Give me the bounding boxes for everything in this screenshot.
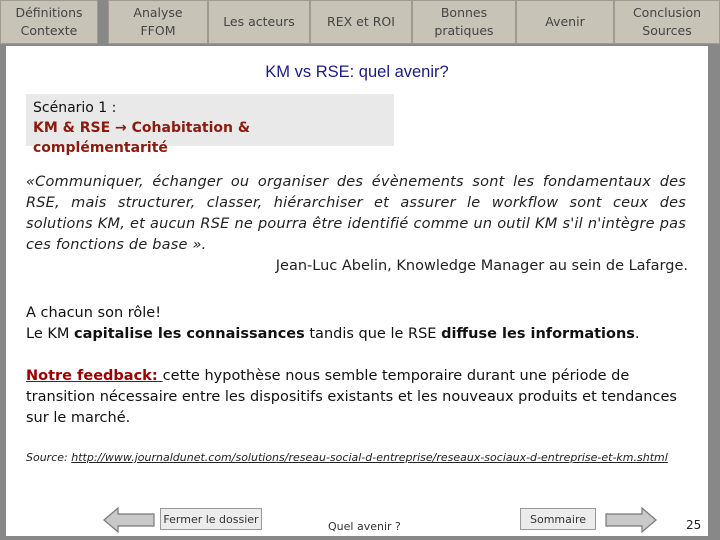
feedback-paragraph — [26, 366, 686, 429]
roles-text-part: . — [634, 326, 640, 342]
roles-heading: A chacun son rôle! — [26, 305, 162, 321]
tab-bonnes-pratiques[interactable]: Bonnes pratiques — [412, 0, 516, 44]
tab-avenir[interactable]: Avenir — [516, 0, 614, 44]
roles-text — [26, 324, 686, 345]
scenario-km-rse: KM & RSE — [33, 120, 111, 136]
source-note — [26, 450, 686, 466]
roles-text-part: Le KM — [26, 326, 74, 342]
quote-author: Jean-Luc Abelin, Knowledge Manager au sein de Lafarge. — [275, 258, 688, 274]
arrow-right-icon: → — [115, 120, 127, 136]
scenario-cohabitation: Cohabitation & complémentarité — [33, 120, 251, 156]
slide-content — [6, 46, 708, 536]
quote-text: «Communiquer, échanger ou organiser des évènements sont les fondamentaux des RSE, mais structurer, classer, hiérarchiser et assurer le workflow sont ceux des solutions KM, et aucun RSE ne pourra être identifié comme un outil KM s'il n'intègre pas ces fonctions de base ». — [26, 174, 686, 253]
previous-arrow-icon[interactable] — [102, 506, 156, 534]
scenario-box — [26, 94, 394, 156]
feedback-text: cette hypothèse nous semble temporaire durant une période de transition nécessaire entre les dispositifs existants et les nouveaux produits et tendances sur le marché. — [26, 368, 677, 426]
tab-acteurs[interactable]: Les acteurs — [208, 0, 310, 44]
source-label: Source: — [26, 451, 72, 464]
next-topic-link[interactable]: Quel avenir ? — [328, 520, 401, 533]
source-link[interactable]: http://www.journaldunet.com/solutions/reseau-social-d-entreprise/reseaux-sociaux-d-entreprise-et-km.shtml — [71, 451, 668, 464]
tab-analyse-ffom[interactable]: Analyse FFOM — [108, 0, 208, 44]
page-number: 25 — [686, 518, 702, 532]
tab-definitions[interactable]: Définitions Contexte — [0, 0, 98, 44]
tab-conclusion[interactable]: Conclusion Sources — [614, 0, 720, 44]
navigation-tabs — [0, 0, 720, 46]
roles-rse-bold: diffuse les informations — [441, 326, 635, 342]
roles-paragraph — [26, 303, 686, 345]
next-arrow-icon[interactable] — [604, 506, 658, 534]
scenario-label: Scénario 1 : — [33, 100, 117, 116]
scenario-description — [33, 118, 387, 158]
tab-rex-roi[interactable]: REX et ROI — [310, 0, 412, 44]
roles-text-part: tandis que le RSE — [304, 326, 442, 342]
close-folder-button[interactable]: Fermer le dossier — [160, 508, 262, 530]
feedback-label: Notre feedback: — [26, 368, 163, 384]
summary-button[interactable]: Sommaire — [520, 508, 596, 530]
page-title: KM vs RSE: quel avenir? — [265, 63, 449, 81]
roles-km-bold: capitalise les connaissances — [73, 326, 305, 342]
